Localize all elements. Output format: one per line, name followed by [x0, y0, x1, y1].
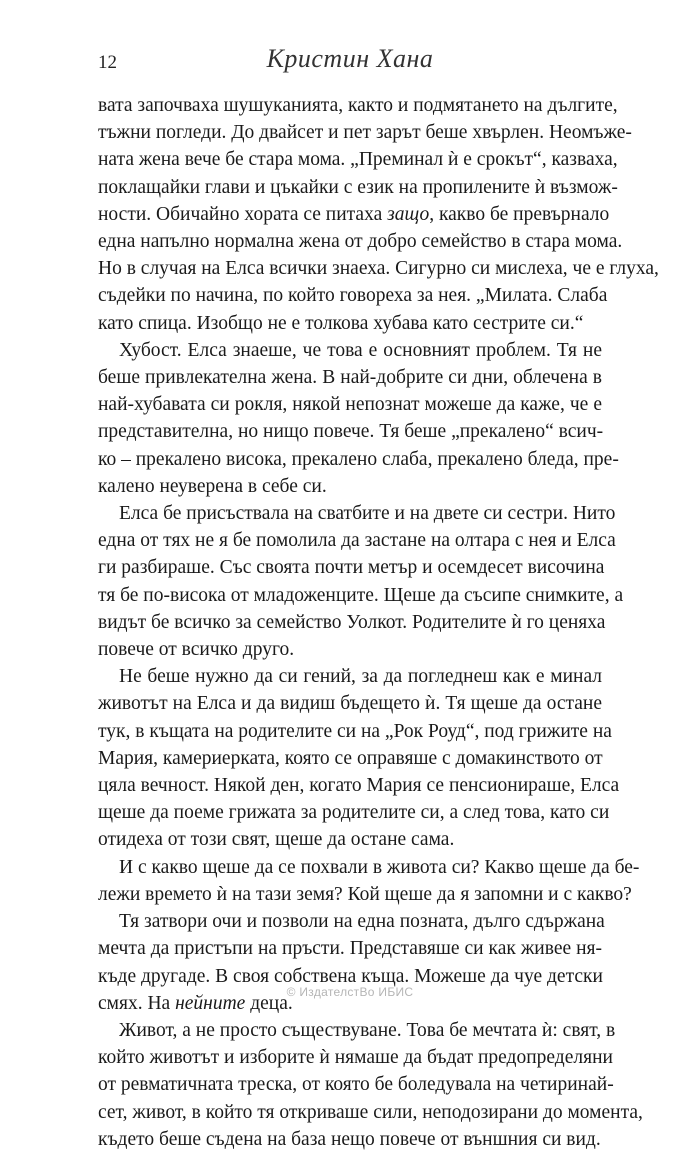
text-line: поклащайки глави и цъкайки с език на пропилените ѝ възмож- [98, 176, 618, 198]
text-line: ната жена вече бе стара мома. „Преминал ѝ е срокът“, казваха, [98, 149, 618, 171]
text-line: видът бе всичко за семейство Уолкот. Родителите ѝ го ценяха [98, 611, 606, 633]
text-line: Тя затвори очи и позволи на една позната, дълго сдържана [119, 911, 605, 933]
text-line: тук, в къщата на родителите си на „Рок Роуд“, под грижите на [98, 720, 612, 742]
text-line: една напълно нормална жена от добро семейство в стара мома. [98, 231, 623, 253]
text-line: цяла вечност. Някой ден, когато Мария се пенсионираше, Елса [98, 775, 620, 797]
paragraph [98, 663, 620, 853]
paragraph [98, 854, 640, 908]
text-line: Елса бе присъствала на сватбите и на двете си сестри. Нито [119, 503, 616, 525]
text-line: тя бе по-висока от младоженците. Щеше да съсипе снимките, а [98, 584, 624, 606]
text-line: ко – прекалено висока, прекалено слаба, прекалено бледа, пре- [98, 448, 619, 470]
text-line: най-хубавата си рокля, някой непознат можеше да каже, че е [98, 394, 602, 416]
text-line: който животът и изборите ѝ нямаше да бъдат предопределяни [98, 1047, 613, 1069]
text-line: Но в случая на Елса всички знаеха. Сигурно си мислеха, че е глуха, [98, 258, 659, 280]
text-line: животът на Елса и да видиш бъдещето ѝ. Тя щеше да остане [98, 693, 602, 715]
text-line: като спица. Изобщо не е толкова хубава като сестрите си.“ [98, 312, 584, 334]
text-line: Хубост. Елса знаеше, че това е основният проблем. Тя не [119, 339, 602, 361]
paragraph [98, 92, 659, 337]
text-line: сет, живот, в който тя откриваше сили, неподозирани до момента, [98, 1101, 643, 1123]
text-line: съдейки по начина, по който говореха за нея. „Милата. Слаба [98, 285, 608, 307]
text-line: от ревматичната треска, от която бе боледувала на четиринай- [98, 1074, 614, 1096]
text-line: беше привлекателна жена. В най-добрите си дни, облечена в [98, 367, 602, 389]
paragraph [98, 1017, 643, 1153]
text-line: щеше да поеме грижата за родителите си, а след това, като си [98, 802, 610, 824]
text-line: повече от всичко друго. [98, 639, 295, 661]
page-number: 12 [98, 52, 117, 73]
text-line: където беше съдена на база нещо повече от външния си вид. [98, 1128, 601, 1150]
text-line: мечта да пристъпи на пръсти. Представяше си как живее ня- [98, 938, 602, 960]
text-line: Не беше нужно да си гений, за да погледнеш как е минал [119, 666, 602, 688]
paragraph [98, 337, 619, 500]
text-line: тъжни погледи. До двайсет и пет зарът беше хвърлен. Неомъже- [98, 122, 632, 144]
running-title: Кристин Хана [266, 44, 434, 73]
text-line: една от тях не я бе помолила да застане на олтара с нея и Елса [98, 530, 616, 552]
paragraph [98, 500, 624, 663]
copyright-footer: © ИздателстВо ИБИС [286, 985, 414, 999]
text-line: ги разбираше. Със своята почти метър и осемдесет височина [98, 557, 605, 579]
text-line: къде другаде. В своя собствена къща. Можеше да чуе детски [98, 965, 603, 987]
text-line: представителна, но нищо повече. Тя беше „прекалено“ всич- [98, 421, 604, 443]
text-line: калено неуверена в себе си. [98, 475, 327, 497]
text-line: вата започваха шушуканията, както и подмятането на дългите, [98, 95, 618, 116]
text-line: Мария, камериерката, която се оправяше с домакинството от [98, 747, 603, 769]
text-line: И с какво щеше да се похвали в живота си? Какво щеше да бе- [119, 856, 640, 878]
text-line: смях. На нейните деца. [98, 992, 293, 1014]
text-line: Живот, а не просто съществуване. Това бе мечтата ѝ: свят, в [119, 1019, 616, 1041]
paragraph [98, 908, 605, 1017]
text-line: отидеха от този свят, щеше да остане сама. [98, 829, 455, 851]
text-line: ности. Обичайно хората се питаха защо, какво бе превърнало [98, 203, 610, 225]
text-line: лежи времето ѝ на тази земя? Кой щеше да я запомни и с какво? [98, 883, 632, 905]
page-header [98, 44, 602, 80]
